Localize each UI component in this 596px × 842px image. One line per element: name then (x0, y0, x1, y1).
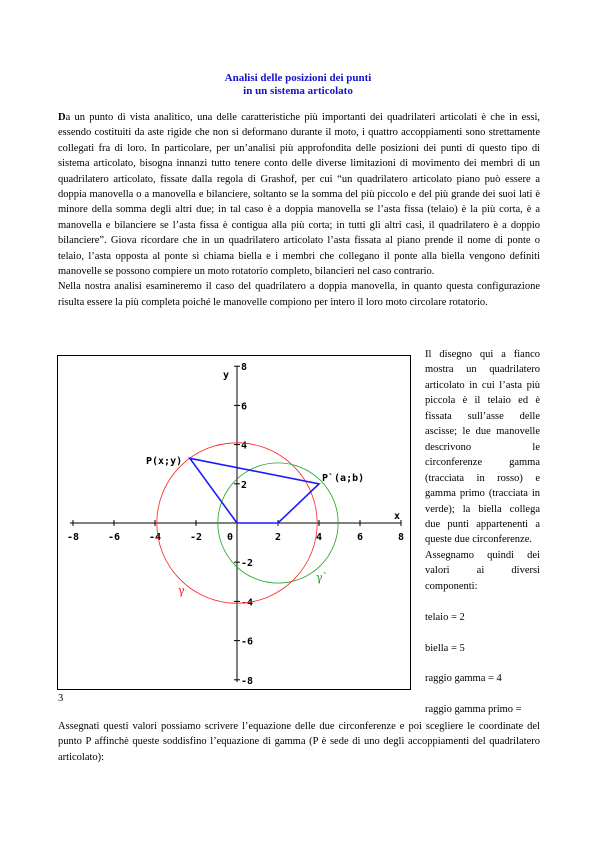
title-line-2: in un sistema articolato (243, 85, 353, 97)
intro-paragraph-1 (58, 110, 540, 279)
side-paragraph-2: Assegnamo quindi dei valori ai diversi componenti: (425, 549, 540, 592)
linkage-diagram (57, 355, 411, 690)
x-tick-label: -6 (107, 532, 121, 543)
side-text (425, 347, 540, 718)
page-title (0, 72, 596, 98)
figure-number: 3 (58, 693, 64, 704)
diagram-svg (58, 356, 412, 691)
y-tick-label: -6 (241, 636, 254, 648)
axes (67, 362, 404, 687)
gamma-label: γ (178, 584, 185, 597)
point-p-label: P(x;y) (146, 456, 183, 467)
x-tick-label: 0 (226, 532, 234, 543)
intro-paragraph-1-body: a un punto di vista analitico, una delle caratteristiche più importanti dei quadrilateri articolati è che in essi, essendo costituiti da aste rigide che non si deformano durante il moto, i quattro accoppiamenti sono strettamente collegati fra di loro. In particolare, per un’analisi più approfondita delle posizioni dei punti di questo tipo di sistema articolato, bisogna innanzi tutto tenere conto delle diverse limitazioni di movimento dei membri di un quadrilatero articolato, fissate dalla regola di Grashof, per cui “un quadrilatero articolato piano può essere a doppia manovella o a manovella e bilanciere, soltanto se la somma del più piccolo e del più grande dei suoi lati è minore della somma degli altri due; in tal caso è a doppia manovella se l’asta fissa (telaio) è la più corta, è a manovella e bilanciere se l’asta fissa è contigua alla più corta; in tutti gli altri casi, il quadrilatero è a doppio bilanciere”. Giova ricordare che in un quadrilatero articolato l’asta fissata al piano prende il nome di ponte o telaio, l’asta opposta al ponte si chiama biella e i membri che collegano il ponte alla biella vengono definiti manovelle se possono compiere un moto rotatorio completo, bilancieri nel caso contrario. (58, 112, 540, 278)
x-tick-label: 8 (397, 532, 405, 543)
gamma-prime-label: γ` (316, 571, 329, 584)
gamma-radius-value: raggio gamma = 4 (425, 673, 502, 685)
x-tick-label: 6 (356, 532, 364, 543)
y-tick-label: -2 (241, 558, 254, 570)
y-tick-label: -8 (241, 675, 254, 687)
x-tick-label: 2 (274, 532, 282, 543)
biella-value: biella = 5 (425, 642, 465, 654)
point-p-prime-label: P`(a;b) (322, 473, 365, 484)
y-tick-label: 8 (241, 362, 248, 374)
telaio-value: telaio = 2 (425, 611, 465, 623)
x-tick-label: -2 (189, 532, 203, 543)
y-tick-label: 2 (241, 479, 248, 491)
x-tick-label: -8 (66, 532, 80, 543)
outro-paragraph: Assegnati questi valori possiamo scrivere l’equazione delle due circonferenze e poi scegliere le coordinate del punto P affinchè queste soddisfino l’equazione di gamma (P è sede di uno degli accoppiamenti del quadrilatero articolato): (58, 721, 540, 763)
gamma-prime-radius-value: raggio gamma primo = (425, 704, 522, 716)
x-tick-label: 4 (315, 532, 323, 543)
intro-paragraph-2: Nella nostra analisi esamineremo il caso del quadrilatero a doppia manovella, in quanto questa configurazione risulta essere la più completa poiché le manovelle compiono per intero il loro moto circolare rotatorio. (58, 281, 540, 308)
y-tick-label: 6 (241, 401, 248, 413)
y-axis-label: y (223, 370, 230, 381)
y-tick-label: 4 (241, 440, 248, 452)
intro-text (58, 110, 540, 310)
x-axis-label: x (394, 511, 401, 522)
title-line-1: Analisi delle posizioni dei punti (224, 72, 372, 84)
side-paragraph-1: Il disegno qui a fianco mostra un quadrilatero articolato in cui l’asta più piccola è il telaio ed è fissata sull’asse delle ascisse; le due manovelle descrivono le circonferenze gamma (tracciata in rosso) e gamma primo (tracciata in verde); la biella collega due punti appartenenti a queste due circonferenze. (425, 349, 540, 546)
x-tick-label: -4 (148, 532, 162, 543)
y-tick-label: -4 (241, 597, 254, 609)
drop-cap: D (58, 112, 66, 123)
